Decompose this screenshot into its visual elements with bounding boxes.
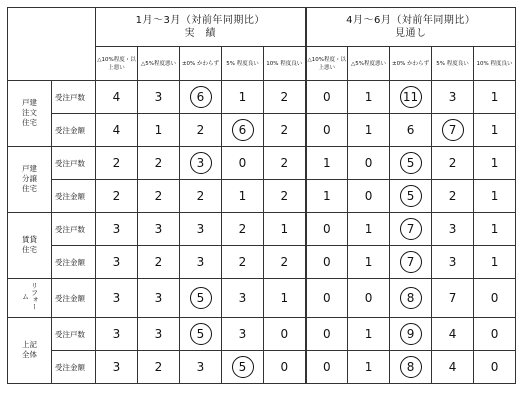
value-cell	[96, 147, 138, 180]
value-text: 2	[238, 222, 247, 236]
value-cell	[96, 279, 138, 318]
value-text: 4	[112, 90, 121, 104]
metric-label: 受注戸数	[52, 147, 96, 180]
value-cell	[96, 213, 138, 246]
column-header: ±0% かわらず	[390, 47, 432, 81]
period1-title: 1月～3月（対前年同期比）	[135, 15, 265, 26]
value-cell	[348, 180, 390, 213]
category-cell	[8, 279, 52, 318]
column-header: △10%程度・以上悪い	[306, 47, 348, 81]
period2-subtitle: 見通し	[395, 28, 427, 39]
value-text: 1	[322, 189, 331, 203]
value-text: 1	[364, 255, 373, 269]
value-cell	[222, 318, 264, 351]
value-cell	[348, 147, 390, 180]
value-cell	[432, 318, 474, 351]
value-cell	[432, 180, 474, 213]
value-text: 3	[112, 222, 121, 236]
value-cell	[306, 318, 348, 351]
period1-header	[96, 8, 306, 47]
value-text: 2	[154, 360, 163, 374]
value-cell	[474, 318, 516, 351]
value-cell	[306, 279, 348, 318]
value-text: 2	[154, 156, 163, 170]
value-cell-highlighted	[432, 114, 474, 147]
value-text: 1	[364, 123, 373, 137]
value-cell-highlighted	[390, 213, 432, 246]
value-cell	[264, 351, 306, 384]
value-text: 7	[400, 218, 422, 240]
value-cell	[306, 147, 348, 180]
value-cell	[474, 81, 516, 114]
value-text: 1	[490, 123, 499, 137]
value-cell	[96, 318, 138, 351]
value-cell-highlighted	[390, 318, 432, 351]
value-cell	[432, 81, 474, 114]
value-text: 0	[490, 291, 499, 305]
metric-label: 受注戸数	[52, 81, 96, 114]
value-text: 1	[364, 222, 373, 236]
value-cell-highlighted	[390, 279, 432, 318]
period1-subtitle: 実 績	[184, 28, 217, 39]
column-header: △5%程度悪い	[138, 47, 180, 81]
value-text: 3	[196, 255, 205, 269]
value-text: 2	[280, 156, 289, 170]
column-header: 5% 程度良い	[222, 47, 264, 81]
value-cell-highlighted	[390, 147, 432, 180]
value-text: 3	[154, 291, 163, 305]
value-cell	[348, 246, 390, 279]
value-cell	[222, 81, 264, 114]
value-text: 2	[280, 255, 289, 269]
value-cell	[474, 351, 516, 384]
value-text: 11	[400, 86, 422, 108]
value-text: 8	[400, 356, 422, 378]
value-text: 3	[154, 327, 163, 341]
value-cell	[138, 246, 180, 279]
value-text: 6	[190, 86, 212, 108]
value-text: 1	[280, 291, 289, 305]
value-cell	[222, 246, 264, 279]
metric-label: 受注戸数	[52, 318, 96, 351]
value-cell	[474, 246, 516, 279]
value-text: 4	[448, 360, 457, 374]
value-text: 0	[322, 327, 331, 341]
column-header: 10% 程度良い	[264, 47, 306, 81]
table-row	[8, 351, 516, 384]
value-cell	[96, 81, 138, 114]
value-text: 2	[448, 189, 457, 203]
value-cell	[348, 351, 390, 384]
value-cell	[306, 246, 348, 279]
table-row	[8, 180, 516, 213]
value-cell	[96, 351, 138, 384]
value-text: 4	[112, 123, 121, 137]
category-label: 上記全体	[22, 340, 37, 359]
value-cell	[390, 114, 432, 147]
value-text: 4	[448, 327, 457, 341]
value-cell	[180, 180, 222, 213]
value-cell	[348, 318, 390, 351]
value-text: 1	[490, 255, 499, 269]
value-text: 1	[490, 222, 499, 236]
value-text: 3	[112, 291, 121, 305]
value-cell-highlighted	[390, 81, 432, 114]
category-label: リフォーム	[21, 282, 39, 310]
column-header: △5%程度悪い	[348, 47, 390, 81]
value-text: 3	[154, 90, 163, 104]
value-text: 3	[112, 327, 121, 341]
metric-label: 受注金額	[52, 351, 96, 384]
value-text: 1	[238, 189, 247, 203]
metric-label: 受注金額	[52, 180, 96, 213]
value-text: 5	[190, 287, 212, 309]
value-cell	[306, 180, 348, 213]
value-text: 7	[442, 119, 464, 141]
value-cell	[180, 213, 222, 246]
value-cell	[138, 81, 180, 114]
value-cell	[264, 114, 306, 147]
value-cell	[348, 279, 390, 318]
value-text: 5	[400, 185, 422, 207]
value-text: 2	[196, 123, 205, 137]
table-row	[8, 318, 516, 351]
value-cell	[138, 147, 180, 180]
value-text: 7	[448, 291, 457, 305]
value-text: 5	[400, 152, 422, 174]
value-text: 0	[490, 360, 499, 374]
value-text: 3	[448, 90, 457, 104]
category-label: 戸建注文住宅	[22, 98, 37, 127]
value-cell	[474, 213, 516, 246]
value-cell	[222, 147, 264, 180]
value-cell	[138, 351, 180, 384]
value-cell-highlighted	[390, 180, 432, 213]
value-text: 3	[196, 222, 205, 236]
column-header: △10%程度・以上悪い	[96, 47, 138, 81]
value-cell	[222, 213, 264, 246]
value-text: 3	[112, 360, 121, 374]
value-cell	[348, 213, 390, 246]
value-cell	[474, 147, 516, 180]
value-cell	[348, 81, 390, 114]
value-cell	[138, 279, 180, 318]
value-cell-highlighted	[180, 147, 222, 180]
value-cell	[432, 279, 474, 318]
value-text: 2	[112, 156, 121, 170]
value-cell	[264, 180, 306, 213]
value-text: 3	[238, 291, 247, 305]
value-text: 2	[154, 189, 163, 203]
value-cell	[138, 114, 180, 147]
value-cell-highlighted	[222, 114, 264, 147]
value-cell	[180, 351, 222, 384]
value-text: 0	[322, 90, 331, 104]
value-cell	[264, 318, 306, 351]
value-cell	[474, 180, 516, 213]
value-text: 5	[190, 323, 212, 345]
value-text: 2	[196, 189, 205, 203]
value-text: 1	[154, 123, 163, 137]
value-cell	[180, 246, 222, 279]
value-text: 0	[322, 360, 331, 374]
column-header: 10% 程度良い	[474, 47, 516, 81]
value-cell	[306, 351, 348, 384]
value-text: 1	[238, 90, 247, 104]
value-cell	[180, 114, 222, 147]
value-text: 2	[280, 123, 289, 137]
column-header: ±0% かわらず	[180, 47, 222, 81]
value-cell	[432, 351, 474, 384]
value-text: 6	[232, 119, 254, 141]
value-text: 0	[238, 156, 247, 170]
value-text: 1	[364, 360, 373, 374]
value-text: 0	[490, 327, 499, 341]
column-header: 5% 程度良い	[432, 47, 474, 81]
value-text: 0	[364, 189, 373, 203]
value-text: 8	[400, 287, 422, 309]
value-cell-highlighted	[390, 246, 432, 279]
value-text: 2	[238, 255, 247, 269]
value-text: 1	[322, 156, 331, 170]
value-cell	[432, 147, 474, 180]
value-text: 1	[490, 156, 499, 170]
category-cell	[8, 147, 52, 213]
value-text: 3	[112, 255, 121, 269]
value-text: 2	[280, 189, 289, 203]
table-row	[8, 213, 516, 246]
category-cell	[8, 81, 52, 147]
value-cell	[474, 114, 516, 147]
value-text: 7	[400, 251, 422, 273]
metric-label: 受注金額	[52, 114, 96, 147]
value-cell	[264, 81, 306, 114]
value-cell	[138, 180, 180, 213]
category-label: 賃貸住宅	[22, 235, 37, 254]
value-cell	[138, 318, 180, 351]
value-cell	[264, 147, 306, 180]
value-text: 2	[112, 189, 121, 203]
value-text: 0	[322, 222, 331, 236]
value-cell	[264, 246, 306, 279]
value-cell-highlighted	[180, 279, 222, 318]
value-text: 0	[322, 123, 331, 137]
value-text: 1	[490, 189, 499, 203]
value-text: 0	[280, 327, 289, 341]
table-row	[8, 246, 516, 279]
table-row	[8, 279, 516, 318]
table-row	[8, 114, 516, 147]
value-cell	[306, 213, 348, 246]
survey-table	[7, 7, 516, 384]
metric-label: 受注金額	[52, 279, 96, 318]
value-cell-highlighted	[180, 318, 222, 351]
value-cell	[306, 114, 348, 147]
value-cell-highlighted	[222, 351, 264, 384]
value-text: 1	[364, 327, 373, 341]
value-text: 3	[238, 327, 247, 341]
value-cell	[306, 81, 348, 114]
value-text: 3	[448, 222, 457, 236]
metric-label: 受注金額	[52, 246, 96, 279]
value-text: 6	[406, 123, 415, 137]
period2-title: 4月～6月（対前年同期比）	[346, 15, 476, 26]
corner-cell	[8, 8, 96, 81]
value-text: 0	[364, 291, 373, 305]
value-text: 3	[190, 152, 212, 174]
value-text: 0	[280, 360, 289, 374]
value-text: 2	[280, 90, 289, 104]
value-cell	[222, 279, 264, 318]
value-cell	[96, 246, 138, 279]
category-cell	[8, 318, 52, 384]
value-text: 2	[448, 156, 457, 170]
category-cell	[8, 213, 52, 279]
value-cell-highlighted	[180, 81, 222, 114]
value-text: 9	[400, 323, 422, 345]
value-cell	[348, 114, 390, 147]
value-cell	[474, 279, 516, 318]
table-row	[8, 147, 516, 180]
value-text: 1	[280, 222, 289, 236]
value-text: 1	[490, 90, 499, 104]
value-text: 3	[196, 360, 205, 374]
value-cell	[138, 213, 180, 246]
value-cell	[96, 180, 138, 213]
period2-header	[306, 8, 516, 47]
value-cell	[264, 279, 306, 318]
value-text: 0	[364, 156, 373, 170]
value-cell	[96, 114, 138, 147]
value-cell	[222, 180, 264, 213]
value-text: 3	[154, 222, 163, 236]
value-cell	[432, 213, 474, 246]
value-cell	[264, 213, 306, 246]
metric-label: 受注戸数	[52, 213, 96, 246]
value-text: 2	[154, 255, 163, 269]
value-text: 3	[448, 255, 457, 269]
value-text: 5	[232, 356, 254, 378]
value-text: 0	[322, 255, 331, 269]
category-label: 戸建分譲住宅	[22, 164, 37, 193]
value-cell-highlighted	[390, 351, 432, 384]
value-cell	[432, 246, 474, 279]
table-row	[8, 81, 516, 114]
value-text: 1	[364, 90, 373, 104]
value-text: 0	[322, 291, 331, 305]
